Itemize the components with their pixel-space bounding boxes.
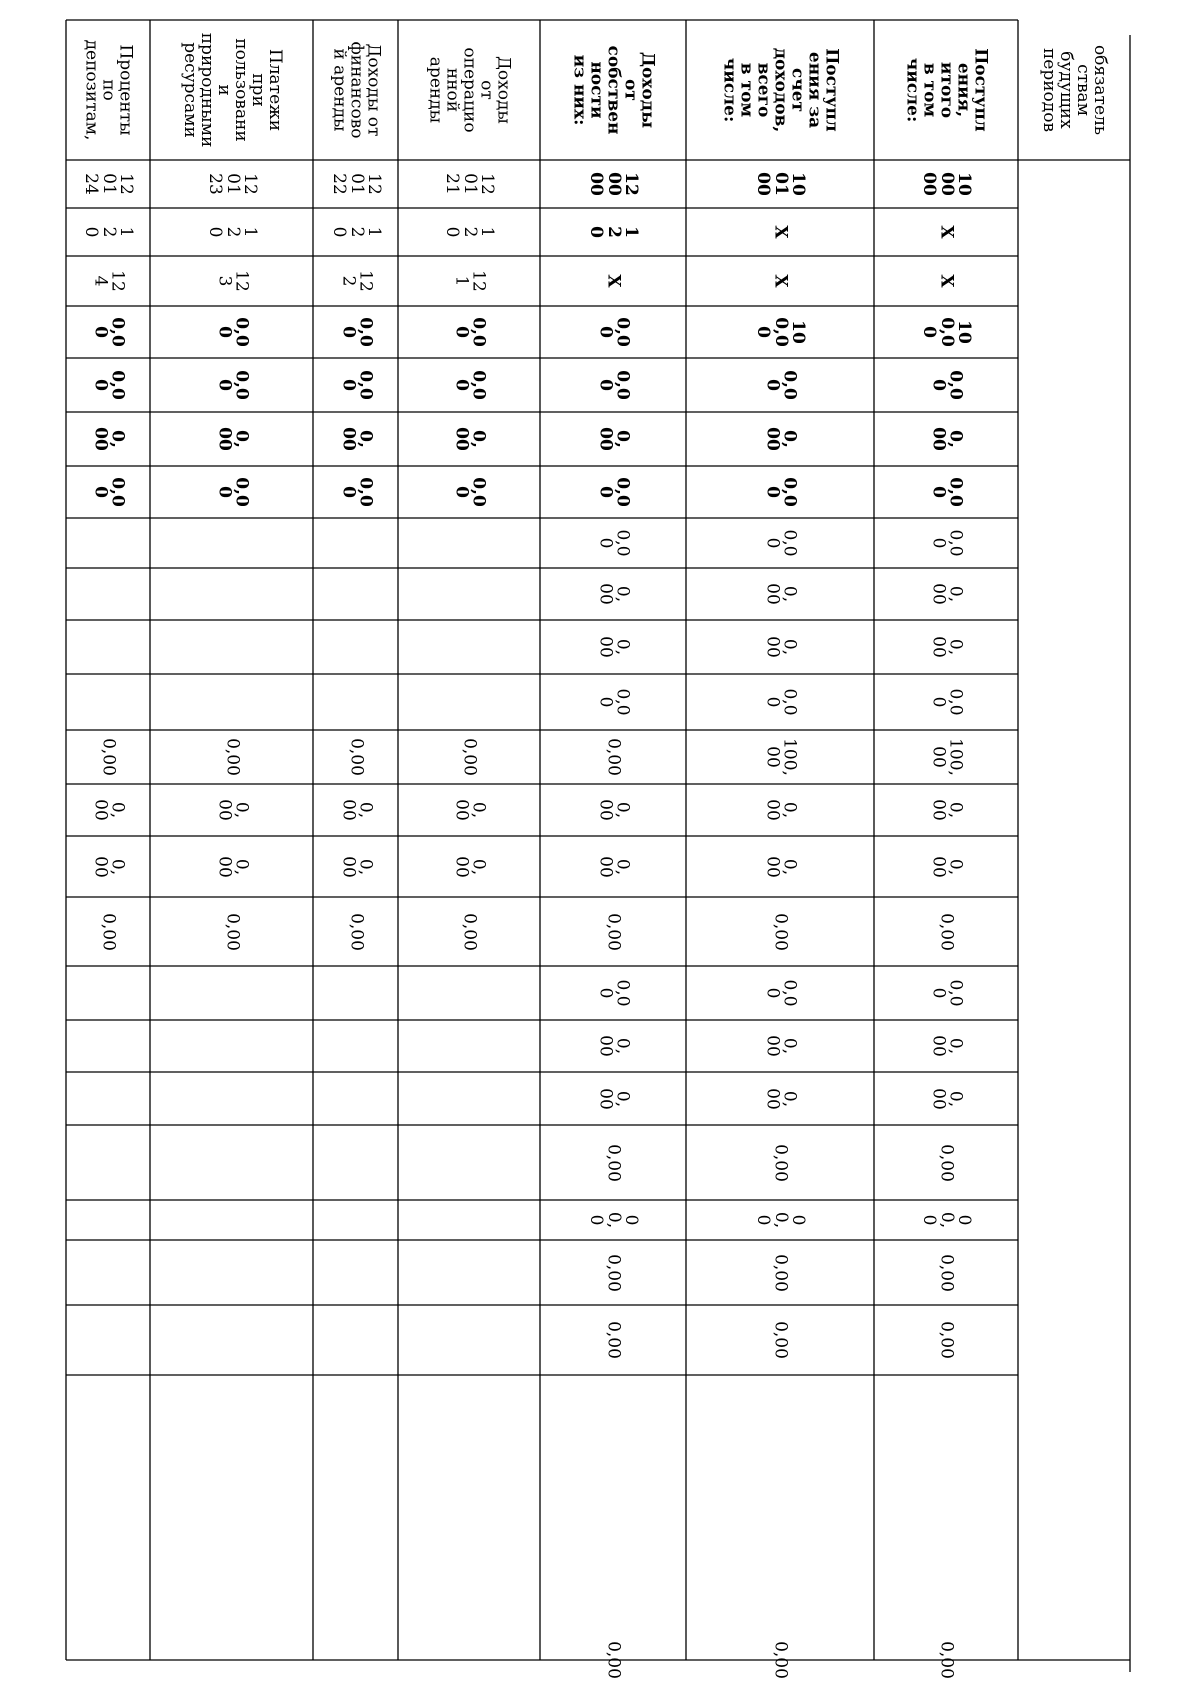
row-kosgu [686,208,874,256]
row-aux-code-text: Х [936,274,957,288]
value-cell-text: 0,0 0 [451,317,489,347]
value-cell [150,620,313,674]
value-cell [540,1125,686,1200]
row-label-text: Платежи при пользовани и природными ресурсами [179,32,285,148]
row-kosgu-text: Х [770,225,791,239]
value-cell [874,1072,1018,1125]
row-aux-code-text: 12 2 [337,270,375,292]
value-cell [874,784,1018,836]
value-cell-text: 0,0 0 [928,688,966,716]
value-cell [540,1240,686,1305]
value-cell-text: 0,00 [770,1321,791,1359]
value-cell [66,1305,150,1375]
value-cell-text: 0,00 [603,1253,624,1292]
row-kosgu-text: 1 2 0 [81,226,136,238]
value-cell-text: 100, 00 [928,738,966,776]
value-cell [540,1020,686,1072]
value-cell [398,568,540,620]
value-cell [150,466,313,518]
value-cell-text: 0, 00 [762,636,800,658]
value-cell [874,358,1018,412]
value-cell [540,1375,686,1660]
value-cell-text: 0 0, 0 [753,1211,808,1229]
value-cell-text: 0,0 0 [90,370,128,400]
value-cell-text: 0,00 [603,1321,624,1359]
row-kosgu-text: Х [936,225,957,239]
row-aux-code-text: 12 3 [213,270,251,292]
value-cell [874,568,1018,620]
row-aux-code-text: Х [770,274,791,288]
value-cell-text: 0, 00 [928,855,966,878]
row-aux-code-text: Х [603,274,624,288]
value-cell-text: 0, 00 [762,583,800,605]
value-cell-text: 0, 00 [762,799,800,821]
value-cell-text: 0,00 [346,738,367,776]
value-cell-text: 10 0,0 0 [919,317,974,347]
value-cell-text: 0,00 [222,738,243,776]
value-cell-text: 0, 00 [595,855,633,878]
value-cell-text: 0,0 0 [762,979,800,1007]
row-code [66,160,150,208]
value-cell [540,568,686,620]
value-cell-text: 0,0 0 [762,529,800,557]
row-aux-code [540,256,686,306]
value-cell [874,518,1018,568]
value-cell-text: 0, 00 [595,1087,633,1110]
value-cell [686,568,874,620]
row-label-text: Доходы от финансово й аренды [329,41,383,139]
value-cell-text: 0, 00 [762,1087,800,1110]
row-code-text: 10 00 00 [919,172,974,196]
value-cell [66,784,150,836]
value-cell-text: 0,0 0 [451,477,489,507]
value-cell [540,306,686,358]
row-label-text: обязатель ствам будущих периодов [1039,44,1110,136]
value-cell-text: 0,0 0 [595,477,633,507]
row-aux-code-text: 12 4 [90,270,128,292]
value-cell-text: 0,0 0 [595,688,633,716]
row-aux-code [398,256,540,306]
row-label-text: Доходы от операцио нной аренды [425,47,514,133]
value-cell [686,620,874,674]
value-cell [686,1125,874,1200]
value-cell-text: 10 0,0 0 [753,317,808,347]
value-cell-text: 0,0 0 [451,370,489,400]
value-cell [540,897,686,966]
value-cell [150,358,313,412]
row-code [874,160,1018,208]
value-cell [540,730,686,784]
value-cell-text: 0,00 [936,1321,957,1359]
value-cell-text: 0, 00 [337,427,375,451]
value-cell [150,1240,313,1305]
value-cell [66,358,150,412]
value-cell [686,1305,874,1375]
value-cell-text: 0, 00 [337,799,375,821]
value-cell-text: 0,0 0 [337,477,375,507]
value-cell-text: 0, 00 [213,427,251,451]
value-cell [686,358,874,412]
value-cell [313,730,398,784]
value-cell [66,1072,150,1125]
row-code [540,160,686,208]
value-cell [66,620,150,674]
value-cell-text: 0,0 0 [337,317,375,347]
value-cell [874,620,1018,674]
value-cell [313,1200,398,1240]
row-code [313,160,398,208]
value-cell-text: 0,00 [770,1641,791,1679]
row-kosgu [398,208,540,256]
value-cell [150,1305,313,1375]
value-cell [398,784,540,836]
value-cell-text: 0,00 [770,912,791,951]
value-cell-text: 0,00 [346,912,367,951]
value-cell [540,966,686,1020]
row-label-text: Поступл ения за счет доходов, всего в том числе: [719,47,842,133]
value-cell-text: 0,0 0 [337,370,375,400]
value-cell [313,836,398,897]
value-cell [398,1125,540,1200]
row-label [150,20,313,160]
row-kosgu [874,208,1018,256]
value-cell [398,1240,540,1305]
value-cell [66,1125,150,1200]
value-cell-text: 0,00 [603,1143,624,1182]
value-cell [874,1305,1018,1375]
value-cell [313,674,398,730]
value-cell-text: 0,00 [603,738,624,776]
value-cell [686,966,874,1020]
value-cell [313,966,398,1020]
value-cell [398,306,540,358]
value-cell-text: 0,0 0 [928,477,966,507]
value-cell [398,1072,540,1125]
value-cell-text: 0,0 0 [928,529,966,557]
value-cell [874,897,1018,966]
value-cell [150,1020,313,1072]
value-cell [540,1200,686,1240]
value-cell [398,1020,540,1072]
value-cell [874,1200,1018,1240]
value-cell [874,1020,1018,1072]
value-cell-text: 0,00 [98,912,119,951]
value-cell [398,1305,540,1375]
value-cell [398,620,540,674]
value-cell-text: 0 0, 0 [919,1211,974,1229]
value-cell [150,412,313,466]
value-cell [398,966,540,1020]
value-cell [313,1072,398,1125]
value-cell [398,1375,540,1660]
row-code-text: 12 01 21 [442,173,497,195]
value-cell [398,897,540,966]
value-cell-text: 0,0 0 [595,979,633,1007]
value-cell-text: 0,00 [770,1143,791,1182]
value-cell-text: 0, 00 [337,855,375,878]
value-cell [874,1375,1018,1660]
value-cell [313,620,398,674]
value-cell-text: 0, 00 [90,855,128,878]
row-aux-code [686,256,874,306]
value-cell [686,518,874,568]
value-cell [150,518,313,568]
value-cell [150,784,313,836]
row-aux-code [874,256,1018,306]
value-cell-text: 0, 00 [928,636,966,658]
value-cell [540,674,686,730]
value-cell [150,306,313,358]
row-kosgu-text: 1 2 0 [442,226,497,238]
value-cell [686,306,874,358]
value-cell [874,966,1018,1020]
value-cell [540,358,686,412]
value-cell [874,1125,1018,1200]
value-cell-text: 0, 00 [595,427,633,451]
row-kosgu-text: 1 2 0 [204,226,260,238]
row-label [874,20,1018,160]
row-code-text: 12 01 22 [328,173,384,195]
value-cell-text: 0,00 [936,1253,957,1292]
value-cell [150,674,313,730]
value-cell [313,568,398,620]
row-code-text: 12 01 23 [204,173,260,195]
row-kosgu-text: 1 2 0 [328,226,384,238]
value-cell [150,1125,313,1200]
row-kosgu [66,208,150,256]
value-cell [874,1240,1018,1305]
value-cell-text: 0, 00 [928,1035,966,1057]
row-label [313,20,398,160]
row-aux-code-text: 12 1 [451,270,489,292]
value-cell-text: 0, 00 [90,799,128,821]
value-cell-text: 0,00 [603,1641,624,1679]
value-cell [398,358,540,412]
value-cell [313,1240,398,1305]
value-cell [540,1305,686,1375]
value-cell-text: 0, 00 [90,427,128,451]
value-cell-text: 0,0 0 [762,688,800,716]
row-label-text: Доходы от собствен ности из них: [569,45,658,135]
row-label-text: Поступл ения, итого в том числе: [902,48,991,132]
value-cell [313,1125,398,1200]
value-cell-text: 0,00 [459,738,480,776]
value-cell [686,897,874,966]
row-kosgu [150,208,313,256]
value-cell [686,674,874,730]
value-cell [66,730,150,784]
value-cell [686,730,874,784]
value-cell [686,1200,874,1240]
value-cell-text: 0,00 [603,912,624,951]
value-cell-text: 0, 00 [928,1087,966,1110]
value-cell [540,620,686,674]
value-cell [313,358,398,412]
value-cell [398,836,540,897]
value-cell-text: 0, 00 [762,855,800,878]
value-cell [686,784,874,836]
value-cell [313,897,398,966]
value-cell [313,1375,398,1660]
value-cell [313,518,398,568]
value-cell-text: 0,0 0 [595,529,633,557]
row-code-text: 12 01 24 [81,173,136,195]
value-cell [540,412,686,466]
value-cell [150,1200,313,1240]
row-label [686,20,874,160]
value-cell [150,897,313,966]
row-label [540,20,686,160]
value-cell-text: 100, 00 [762,738,800,776]
value-cell-text: 0, 00 [451,855,489,878]
value-cell [686,1072,874,1125]
value-cell-text: 0, 00 [928,583,966,605]
value-cell-text: 0,00 [222,912,243,951]
row-aux-code [66,256,150,306]
value-cell [66,897,150,966]
row-code [150,160,313,208]
value-cell [313,306,398,358]
row-label-text: Проценты по депозитам, [81,39,136,141]
value-cell-text: 0,0 0 [928,370,966,400]
value-cell [66,1200,150,1240]
value-cell [150,1072,313,1125]
value-cell [398,412,540,466]
value-cell [313,784,398,836]
value-cell-text: 0, 00 [595,1035,633,1057]
value-cell [313,1020,398,1072]
value-cell [313,412,398,466]
value-cell-text: 0,0 0 [213,317,251,347]
value-cell-text: 0, 00 [595,636,633,658]
row-aux-code [150,256,313,306]
value-cell [398,674,540,730]
value-cell [686,836,874,897]
value-cell [874,412,1018,466]
row-code [398,160,540,208]
value-cell [313,466,398,518]
value-cell-text: 0, 00 [451,427,489,451]
value-cell [66,1240,150,1305]
value-cell-text: 0,00 [936,912,957,951]
value-cell-text: 0,0 0 [90,317,128,347]
value-cell [150,568,313,620]
value-cell-text: 0,0 0 [90,477,128,507]
value-cell [66,518,150,568]
value-cell-text: 0,00 [936,1143,957,1182]
value-cell [66,412,150,466]
value-cell-text: 0,0 0 [762,370,800,400]
value-cell [313,1305,398,1375]
value-cell-text: 0 0, 0 [586,1211,641,1229]
value-cell [874,466,1018,518]
value-cell [686,1020,874,1072]
value-cell-text: 0,0 0 [595,317,633,347]
value-cell [540,784,686,836]
value-cell [686,1240,874,1305]
row-label [1018,20,1130,160]
value-cell [66,1020,150,1072]
value-cell [66,674,150,730]
value-cell [150,1375,313,1660]
value-cell [398,730,540,784]
value-cell [398,518,540,568]
value-cell-text: 0, 00 [762,1035,800,1057]
value-cell-text: 0,0 0 [762,477,800,507]
row-label [398,20,540,160]
row-code [686,160,874,208]
value-cell [540,836,686,897]
value-cell [66,1375,150,1660]
value-cell [540,1072,686,1125]
value-cell-text: 0,0 0 [213,370,251,400]
row-aux-code [313,256,398,306]
value-cell [686,1375,874,1660]
value-cell-text: 0, 00 [213,799,251,821]
value-cell-text: 0,00 [98,738,119,776]
value-cell-text: 0, 00 [595,799,633,821]
row-code-text: 12 00 00 [586,172,641,196]
value-cell-text: 0,00 [936,1641,957,1679]
value-cell [150,966,313,1020]
value-cell [66,836,150,897]
value-cell-text: 0, 00 [928,427,966,451]
value-cell-text: 0,0 0 [595,370,633,400]
value-cell-text: 0, 00 [595,583,633,605]
value-cell-text: 0, 00 [213,855,251,878]
value-cell [874,730,1018,784]
value-cell-text: 0,00 [770,1253,791,1292]
value-cell [66,966,150,1020]
row-code-text: 10 01 00 [753,172,808,196]
value-cell [540,466,686,518]
value-cell-text: 0,00 [459,912,480,951]
value-cell-text: 0,0 0 [213,477,251,507]
value-cell-text: 0, 00 [451,799,489,821]
row-label [66,20,150,160]
value-cell [874,836,1018,897]
row-kosgu [313,208,398,256]
value-cell-text: 0, 00 [762,427,800,451]
value-cell [874,674,1018,730]
value-cell [540,518,686,568]
row-kosgu-text: 1 2 0 [586,226,641,238]
value-cell-text: 0,0 0 [928,979,966,1007]
value-cell [686,412,874,466]
value-cell [66,466,150,518]
value-cell-text: 0, 00 [928,799,966,821]
value-cell [686,466,874,518]
value-cell [150,836,313,897]
value-cell [398,466,540,518]
row-kosgu [540,208,686,256]
value-cell [150,730,313,784]
value-cell [66,306,150,358]
value-cell [398,1200,540,1240]
value-cell [66,568,150,620]
value-cell [874,306,1018,358]
